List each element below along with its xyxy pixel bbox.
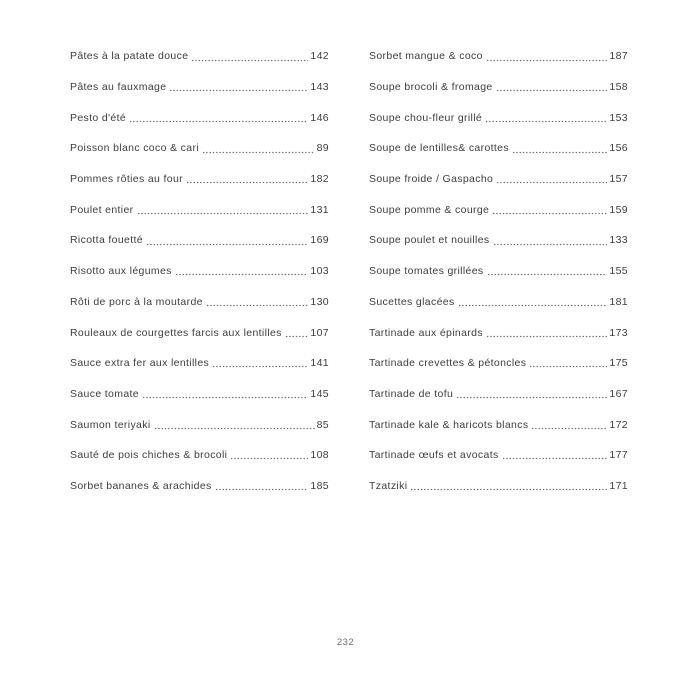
recipe-page-number: 141 — [310, 357, 329, 370]
recipe-title: Poulet entier — [70, 203, 134, 216]
recipe-title: Soupe tomates grillées — [369, 265, 484, 278]
page-folio: 232 — [336, 637, 355, 648]
toc-entry — [369, 440, 628, 471]
recipe-page-number: 142 — [310, 50, 329, 63]
recipe-title: Risotto aux légumes — [70, 265, 172, 278]
toc-entry — [70, 194, 329, 225]
recipe-title: Saumon teriyaki — [70, 418, 151, 431]
recipe-page-number: 130 — [310, 295, 329, 308]
dot-leader — [485, 111, 607, 124]
recipe-page-number: 182 — [310, 173, 329, 186]
dot-leader — [169, 81, 308, 94]
dot-leader — [531, 418, 607, 431]
toc-entry — [70, 287, 329, 318]
recipe-title: Pâtes au fauxmage — [70, 81, 167, 94]
recipe-title: Tartinade kale & haricots blancs — [369, 418, 529, 431]
recipe-page-number: 103 — [310, 265, 329, 278]
toc-entry — [70, 379, 329, 410]
recipe-page-number: 89 — [316, 142, 329, 155]
dot-leader — [230, 449, 308, 462]
recipe-title: Sorbet bananes & arachides — [70, 479, 212, 492]
recipe-title: Soupe brocoli & fromage — [369, 81, 493, 94]
recipe-title: Pesto d'été — [70, 111, 127, 124]
dot-leader — [502, 449, 608, 462]
recipe-page-number: 157 — [609, 173, 628, 186]
toc-entry — [70, 348, 329, 379]
recipe-page-number: 133 — [609, 234, 628, 247]
dot-leader — [458, 295, 608, 308]
recipe-page-number: 187 — [609, 50, 628, 63]
toc-entry — [369, 287, 628, 318]
toc-entry — [70, 102, 329, 133]
dot-leader — [496, 173, 607, 186]
recipe-page-number: 181 — [609, 295, 628, 308]
recipe-title: Tartinade œufs et avocats — [369, 449, 499, 462]
dot-leader — [493, 234, 608, 247]
toc-entry — [369, 256, 628, 287]
toc-entry — [70, 225, 329, 256]
dot-leader — [137, 203, 309, 216]
toc-entry — [369, 471, 628, 502]
index-columns — [70, 41, 628, 501]
recipe-title: Soupe poulet et nouilles — [369, 234, 490, 247]
dot-leader — [175, 265, 309, 278]
dot-leader — [496, 81, 608, 94]
dot-leader — [212, 357, 308, 370]
dot-leader — [512, 142, 607, 155]
dot-leader — [456, 387, 607, 400]
toc-entry — [369, 317, 628, 348]
recipe-title: Soupe pomme & courge — [369, 203, 490, 216]
recipe-title: Rôti de porc à la moutarde — [70, 295, 203, 308]
recipe-page-number: 156 — [609, 142, 628, 155]
dot-leader — [202, 142, 315, 155]
dot-leader — [191, 50, 308, 63]
dot-leader — [285, 326, 309, 339]
recipe-page-number: 131 — [310, 203, 329, 216]
recipe-page-number: 107 — [310, 326, 329, 339]
recipe-page-number: 146 — [310, 111, 329, 124]
dot-leader — [154, 418, 315, 431]
recipe-title: Sorbet mangue & coco — [369, 50, 483, 63]
recipe-title: Pommes rôties au four — [70, 173, 183, 186]
index-column-left — [70, 41, 329, 501]
dot-leader — [529, 357, 607, 370]
toc-entry — [369, 164, 628, 195]
toc-entry — [70, 256, 329, 287]
recipe-page-number: 177 — [609, 449, 628, 462]
recipe-page-number: 173 — [609, 326, 628, 339]
recipe-page-number: 85 — [316, 418, 329, 431]
recipe-title: Ricotta fouetté — [70, 234, 143, 247]
recipe-page-number: 172 — [609, 418, 628, 431]
recipe-title: Sauce tomate — [70, 387, 139, 400]
dot-leader — [129, 111, 308, 124]
recipe-title: Tartinade de tofu — [369, 387, 454, 400]
dot-leader — [486, 326, 607, 339]
recipe-page-number: 158 — [609, 81, 628, 94]
recipe-title: Soupe froide / Gaspacho — [369, 173, 494, 186]
recipe-page-number: 155 — [609, 265, 628, 278]
recipe-title: Tzatziki — [369, 479, 408, 492]
dot-leader — [186, 173, 308, 186]
toc-entry — [369, 348, 628, 379]
toc-entry — [369, 409, 628, 440]
toc-entry — [70, 133, 329, 164]
toc-entry — [70, 164, 329, 195]
dot-leader — [410, 479, 607, 492]
recipe-page-number: 145 — [310, 387, 329, 400]
toc-entry — [369, 379, 628, 410]
toc-entry — [70, 72, 329, 103]
recipe-title: Tartinade aux épinards — [369, 326, 483, 339]
dot-leader — [492, 203, 607, 216]
toc-entry — [70, 41, 329, 72]
recipe-title: Sauce extra fer aux lentilles — [70, 357, 210, 370]
recipe-page-number: 143 — [310, 81, 329, 94]
recipe-title: Tartinade crevettes & pétoncles — [369, 357, 527, 370]
dot-leader — [146, 234, 308, 247]
dot-leader — [206, 295, 309, 308]
toc-entry — [70, 440, 329, 471]
recipe-page-number: 171 — [609, 479, 628, 492]
recipe-page-number: 159 — [609, 203, 628, 216]
recipe-title: Pâtes à la patate douce — [70, 50, 189, 63]
recipe-page-number: 153 — [609, 111, 628, 124]
recipe-title: Poisson blanc coco & cari — [70, 142, 199, 155]
dot-leader — [142, 387, 308, 400]
recipe-title: Soupe chou-fleur grillé — [369, 111, 483, 124]
dot-leader — [215, 479, 309, 492]
toc-entry — [369, 41, 628, 72]
toc-entry — [369, 225, 628, 256]
toc-entry — [369, 102, 628, 133]
toc-entry — [70, 409, 329, 440]
toc-entry — [70, 471, 329, 502]
recipe-title: Sucettes glacées — [369, 295, 455, 308]
dot-leader — [486, 50, 608, 63]
recipe-page-number: 169 — [310, 234, 329, 247]
toc-entry — [369, 194, 628, 225]
recipe-title: Rouleaux de courgettes farcis aux lentilles — [70, 326, 282, 339]
recipe-page-number: 108 — [310, 449, 329, 462]
toc-entry — [70, 317, 329, 348]
index-column-right — [369, 41, 628, 501]
recipe-title: Sauté de pois chiches & brocoli — [70, 449, 228, 462]
recipe-page-number: 175 — [609, 357, 628, 370]
toc-entry — [369, 133, 628, 164]
recipe-page-number: 167 — [609, 387, 628, 400]
recipe-page-number: 185 — [310, 479, 329, 492]
toc-entry — [369, 72, 628, 103]
dot-leader — [487, 265, 608, 278]
recipe-title: Soupe de lentilles& carottes — [369, 142, 509, 155]
